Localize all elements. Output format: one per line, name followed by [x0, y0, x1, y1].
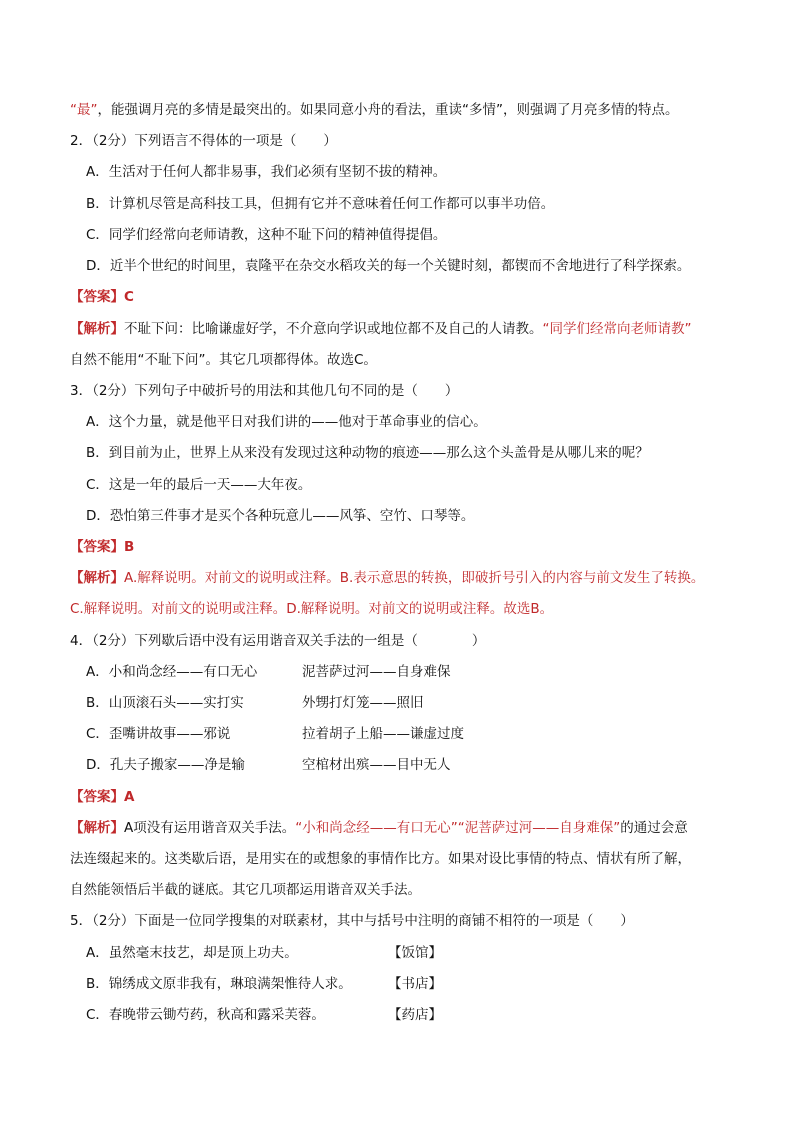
q4-answer-value: A: [124, 789, 135, 805]
q4-option-b-left: B．山顶滚石头——实打实: [86, 695, 244, 711]
q2-analysis-text-a: 不耻下问：比喻谦虚好学，不介意向学识或地位都不及自己的人请教。: [124, 321, 543, 337]
q5-option-a: [86, 943, 646, 963]
q2-stem: 2．（2分）下列语言不得体的一项是（ ）: [70, 133, 337, 149]
q4-option-a-left: A．小和尚念经——有口无心: [86, 664, 258, 680]
q3-analysis-text: A.解释说明。对前文的说明或注释。B.表示意思的转换，即破折号引入的内容与前文发生了转换。: [124, 570, 705, 586]
intro-text: ，能强调月亮的多情是最突出的。如果同意小舟的看法，重读“多情”，则强调了月亮多情的特点。: [97, 102, 679, 118]
q3-analysis-line2: C.解释说明。对前文的说明或注释。D.解释说明。对前文的说明或注释。故选B。: [70, 601, 554, 617]
q2-option-b: B．计算机尽管是高科技工具，但拥有它并不意味着任何工作都可以事半功倍。: [86, 196, 555, 212]
q4-analysis-text-a: A项没有运用谐音双关手法。: [124, 820, 296, 836]
q5-option-b-tag: 【书店】: [388, 976, 442, 992]
q3-answer-label: 【答案】: [70, 539, 124, 555]
q3-option-d: D．恐怕第三件事才是买个各种玩意儿——风筝、空竹、口琴等。: [86, 508, 475, 524]
q3-answer-value: B: [124, 539, 135, 555]
q4-analysis-quote: “小和尚念经——有口无心”“泥菩萨过河——自身难保”: [295, 820, 621, 836]
q5-option-c-text: C．春晚带云锄芍药，秋高和露采芙蓉。: [86, 1007, 325, 1023]
q4-option-b: [86, 693, 586, 713]
q5-option-b-text: B．锦绣成文原非我有，琳琅满架惟待人求。: [86, 976, 352, 992]
q4-option-a-right: 泥菩萨过河——自身难保: [302, 664, 451, 680]
q2-analysis-line1: [70, 319, 692, 339]
q3-stem: 3．（2分）下列句子中破折号的用法和其他几句不同的是（ ）: [70, 383, 459, 399]
q4-answer: [70, 787, 134, 807]
q2-option-d: D．近半个世纪的时间里，袁隆平在杂交水稻攻关的每一个关键时刻，都锲而不舍地进行了科学探索。: [86, 258, 691, 274]
q4-stem: 4．（2分）下列歇后语中没有运用谐音双关手法的一组是（ ）: [70, 633, 486, 649]
q4-option-d-right: 空棺材出殡——目中无人: [302, 757, 451, 773]
q4-option-d: [86, 755, 586, 775]
q2-analysis-quote: “同学们经常向老师请教”: [542, 321, 692, 337]
q5-option-c-tag: 【药店】: [388, 1007, 442, 1023]
q4-analysis-text-c: 的通过会意: [620, 820, 688, 836]
q5-option-a-tag: 【饭馆】: [388, 945, 442, 961]
q4-option-a: [86, 662, 586, 682]
q5-option-c: [86, 1005, 646, 1025]
q5-option-a-text: A．虽然毫末技艺，却是顶上功夫。: [86, 945, 298, 961]
q3-analysis-label: 【解析】: [70, 570, 124, 586]
q4-analysis-line3: 自然能领悟后半截的谜底。其它几项都运用谐音双关手法。: [70, 882, 421, 898]
q4-answer-label: 【答案】: [70, 789, 124, 805]
q3-option-b: B．到目前为止，世界上从来没有发现过这种动物的痕迹——那么这个头盖骨是从哪儿来的呢？: [86, 445, 649, 461]
q3-option-c: C．这是一年的最后一天——大年夜。: [86, 477, 312, 493]
q2-analysis-line2: 自然不能用“不耻下问”。其它几项都得体。故选C。: [70, 352, 377, 368]
q4-analysis-line2: 法连缀起来的。这类歇后语，是用实在的或想象的事情作比方。如果对设比事情的特点、情状有所了解，: [70, 851, 691, 867]
q2-answer-label: 【答案】: [70, 289, 124, 305]
intro-line: [70, 100, 679, 120]
q4-analysis-line1: [70, 818, 688, 838]
q4-option-c-right: 拉着胡子上船——谦虚过度: [302, 726, 464, 742]
q3-answer: [70, 537, 134, 557]
q4-option-c-left: C．歪嘴讲故事——邪说: [86, 726, 231, 742]
q3-option-a: A．这个力量，就是他平日对我们讲的——他对于革命事业的信心。: [86, 414, 487, 430]
q4-option-b-right: 外甥打灯笼——照旧: [302, 695, 424, 711]
q2-option-c: C．同学们经常向老师请教，这种不耻下问的精神值得提倡。: [86, 227, 447, 243]
q2-analysis-label: 【解析】: [70, 321, 124, 337]
q2-answer: [70, 287, 134, 307]
q2-option-a: A．生活对于任何人都非易事，我们必须有坚韧不拔的精神。: [86, 164, 447, 180]
q5-stem: 5．（2分）下面是一位同学搜集的对联素材，其中与括号中注明的商铺不相符的一项是（ ）: [70, 913, 634, 929]
q4-analysis-label: 【解析】: [70, 820, 124, 836]
q3-analysis-line1: [70, 568, 704, 588]
q4-option-c: [86, 724, 586, 744]
q5-option-b: [86, 974, 646, 994]
q2-answer-value: C: [124, 289, 134, 305]
intro-red-text: “最”: [70, 102, 98, 118]
q4-option-d-left: D．孔夫子搬家——净是输: [86, 757, 245, 773]
